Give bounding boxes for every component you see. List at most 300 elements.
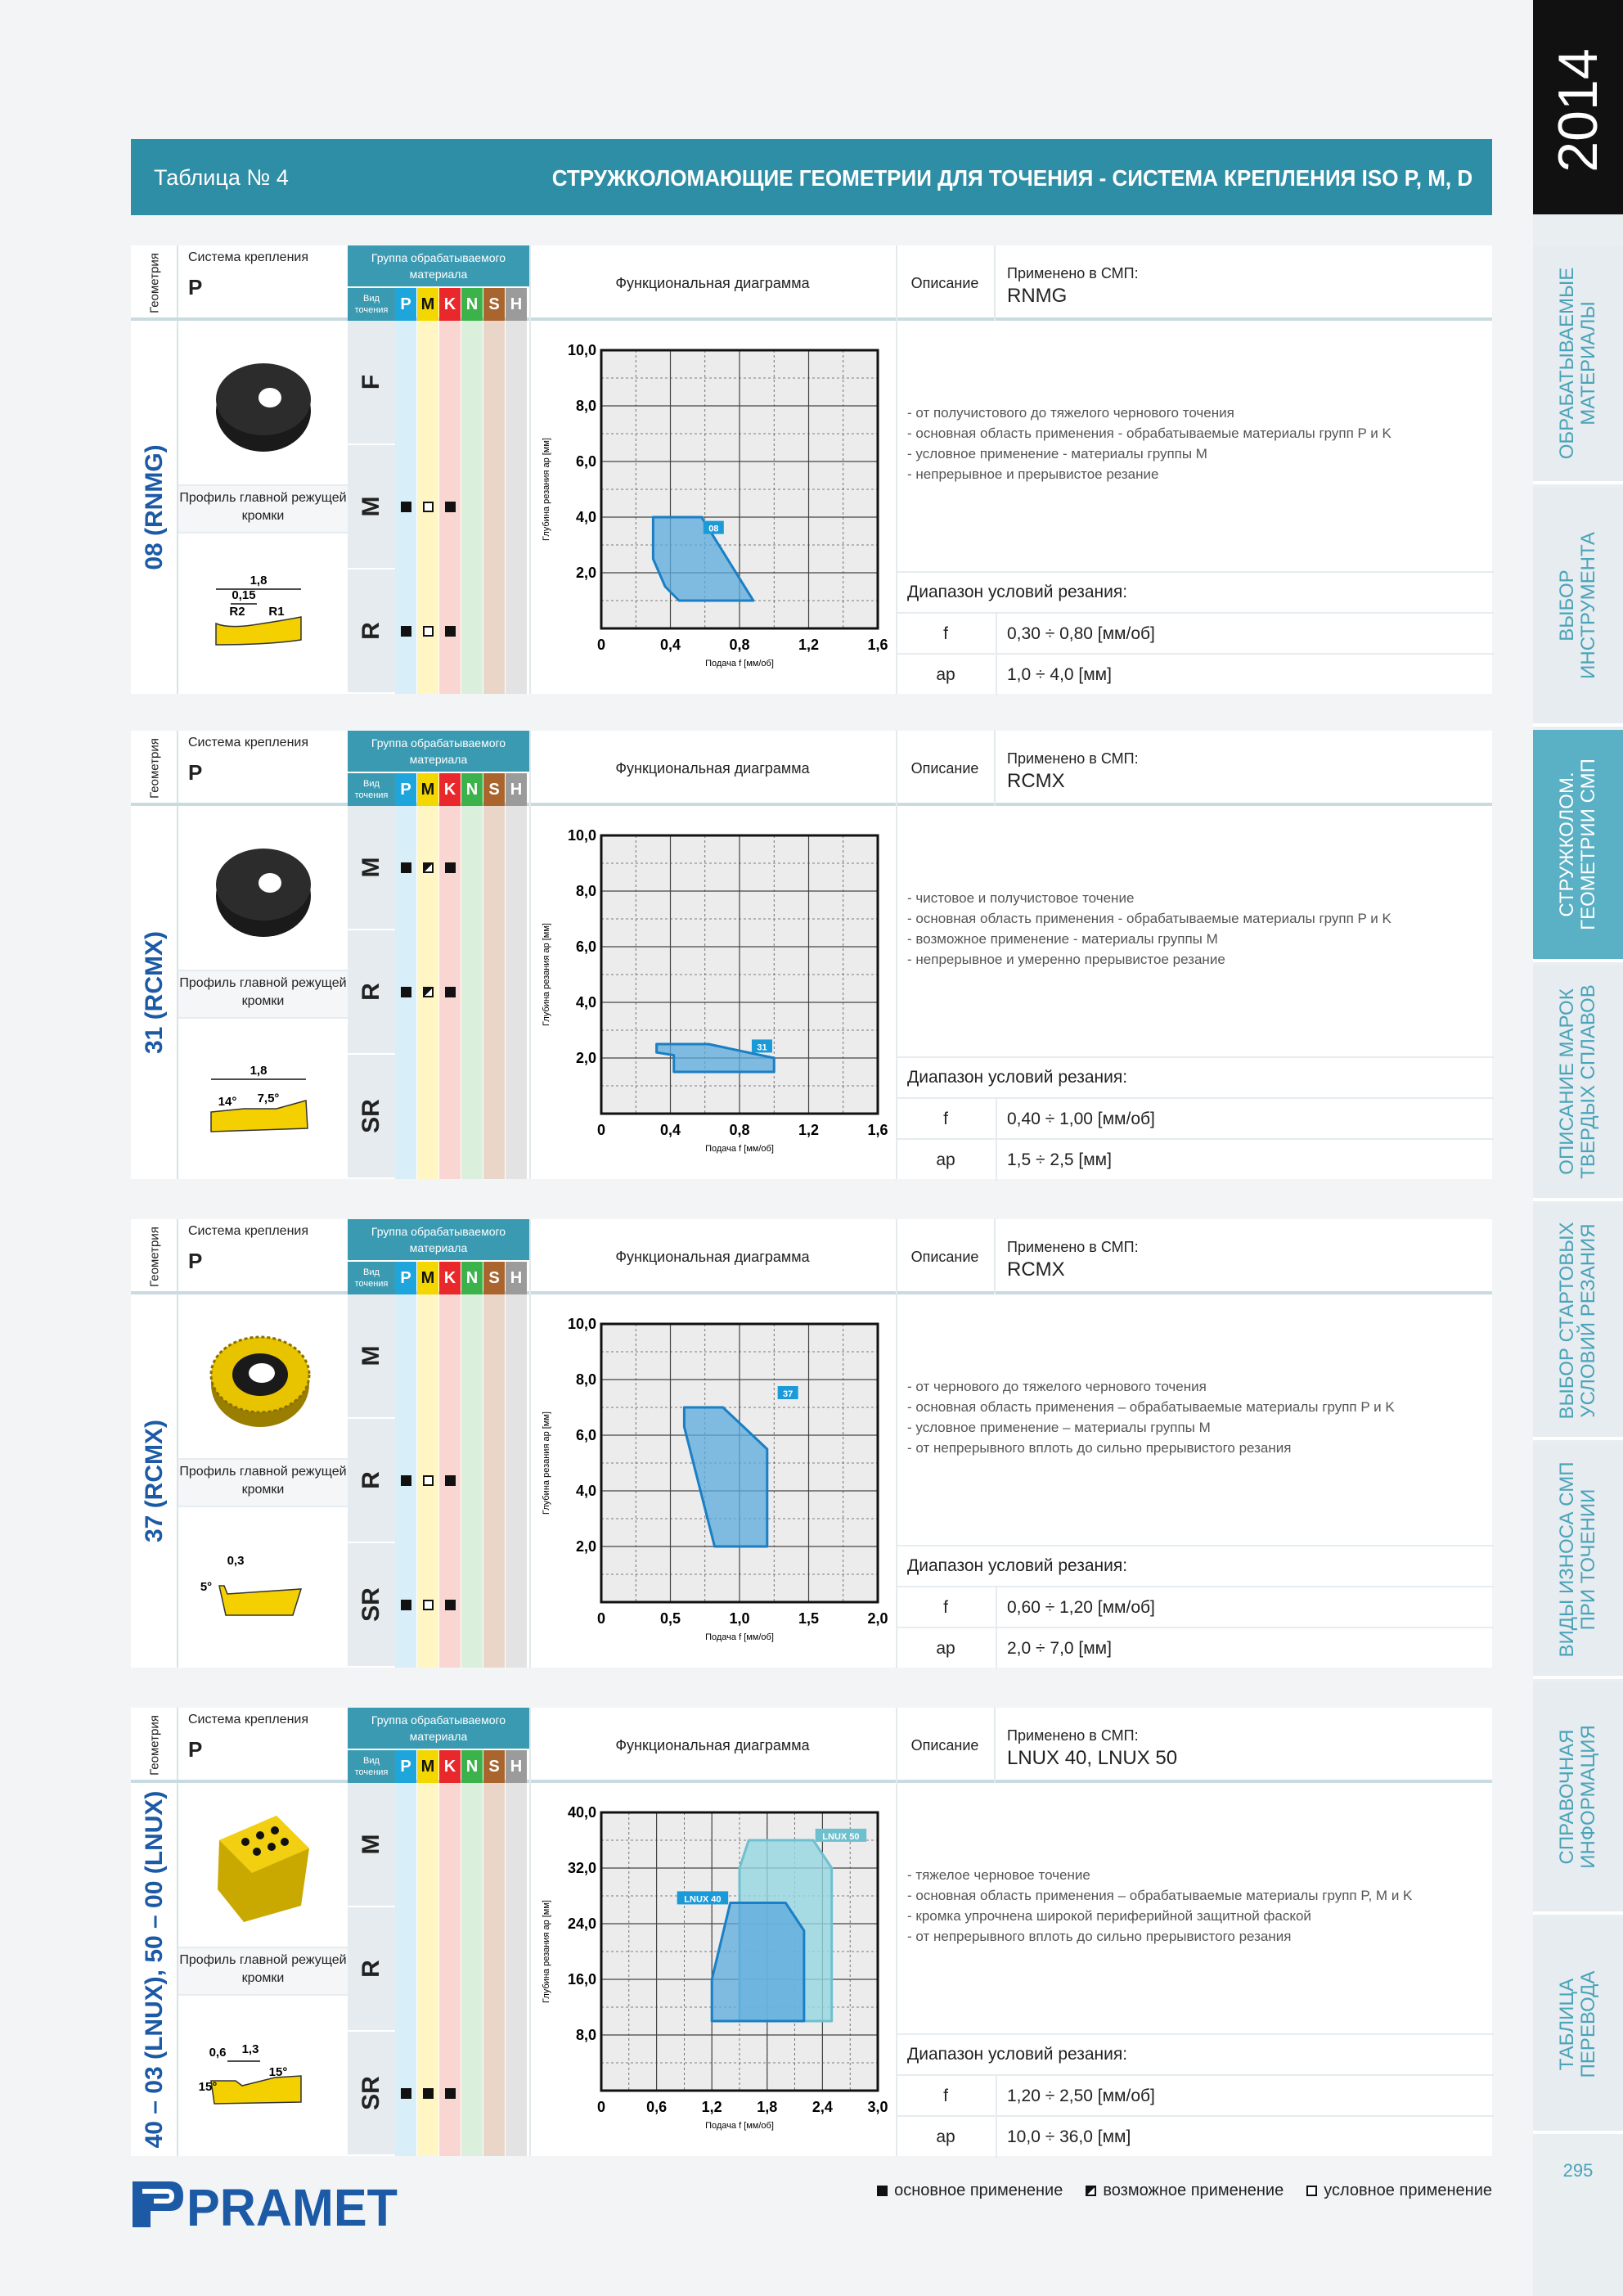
section-header (131, 731, 1492, 806)
turning-type-label: SR (357, 1587, 384, 1622)
description-cell (896, 1783, 1492, 2156)
range-row-ap (897, 1627, 1494, 1668)
y-tick-label: 2,0 (575, 1050, 596, 1066)
turning-type-cell (348, 445, 395, 569)
functional-diagram (531, 1783, 896, 2156)
geometry-name: 31 (RCMX) (141, 930, 168, 1055)
range-key: ap (936, 1639, 955, 1658)
range-row-f (897, 1097, 1494, 1138)
material-p: P (395, 1750, 416, 1783)
material-stripe (506, 806, 527, 1179)
range-value: 1,20 ÷ 2,50 [мм/об] (996, 2076, 1494, 2117)
system-value: P (188, 760, 203, 785)
functional-diagram-header: Функциональная диаграмма (529, 731, 894, 806)
y-tick-label: 4,0 (575, 994, 596, 1011)
applied-value: RCMX (1007, 770, 1065, 792)
range-row-f (897, 612, 1494, 653)
application-mark-full (445, 2088, 456, 2099)
material-n: N (461, 288, 483, 321)
range-row-ap (897, 1138, 1494, 1179)
profile-dimension: 14° (218, 1095, 237, 1109)
description-header: Описание (896, 245, 992, 321)
insert-image (178, 321, 348, 484)
material-stripe (483, 1294, 505, 1668)
description-item: - основная область применения – обрабатываемые материалы групп P, M и K (907, 1885, 1412, 1906)
applied-inserts (994, 1219, 1492, 1294)
section-body (131, 321, 1492, 694)
series-label: 31 (757, 1042, 767, 1053)
x-axis-label: Подача f [мм/об] (705, 1632, 774, 1642)
series-label: LNUX 40 (684, 1894, 722, 1905)
range-value: 0,30 ÷ 0,80 [мм/об] (996, 614, 1494, 655)
geometry-name: 37 (RCMX) (141, 1419, 168, 1543)
system-value: P (188, 1249, 203, 1273)
section-body (131, 806, 1492, 1179)
image-column (178, 1294, 348, 1668)
x-tick-label: 1,6 (867, 1122, 888, 1138)
range-title: Диапазон условий резания: (907, 583, 1128, 601)
turning-type-cell (348, 1783, 395, 1907)
description-item: - от чернового до тяжелого чернового точения (907, 1376, 1395, 1397)
geometry-section (131, 245, 1492, 694)
application-mark-full (401, 862, 411, 873)
insert-image (178, 806, 348, 970)
y-tick-label: 8,0 (575, 1371, 596, 1388)
description-header: Описание (896, 1219, 992, 1294)
material-stripe (461, 321, 483, 694)
turning-type-header: Вид точения (348, 288, 395, 321)
application-mark-empty (423, 1600, 434, 1610)
turning-type-label: M (357, 1345, 384, 1366)
sidebar-item-label: ОПИСАНИЕ МАРОК ТВЕРДЫХ СПЛАВОВ (1556, 984, 1599, 1179)
range-header (897, 1056, 1494, 1097)
y-tick-label: 10,0 (567, 1316, 596, 1332)
turning-type-label: M (357, 857, 384, 878)
profile-dimension: 1,8 (250, 1064, 268, 1078)
material-group-header: Группа обрабатываемого материала (348, 245, 529, 286)
x-tick-label: 0,8 (729, 1122, 750, 1138)
functional-diagram (531, 1294, 896, 1668)
profile-dimension: 5° (200, 1580, 213, 1594)
turning-types (348, 1783, 395, 2156)
profile-dimension: R2 (229, 605, 245, 619)
description-item: - чистовое и получистовое точение (907, 888, 1391, 908)
material-n: N (461, 1262, 483, 1294)
applied-label: Применено в СМП: (1007, 1239, 1139, 1255)
insert-image (178, 1783, 348, 1947)
x-axis-label: Подача f [мм/об] (705, 1144, 774, 1154)
application-mark-full (445, 1600, 456, 1610)
application-mark-empty (423, 626, 434, 637)
material-stripe (483, 321, 505, 694)
y-tick-label: 32,0 (567, 1860, 596, 1876)
profile-label: Профиль главной режущей кромки (178, 1947, 348, 1996)
turning-type-label: M (357, 1834, 384, 1855)
description-cell (896, 321, 1492, 694)
system-value: P (188, 275, 203, 299)
application-mark-full (445, 862, 456, 873)
sidebar-item-grades[interactable] (1533, 966, 1623, 1201)
range-key: f (943, 1598, 948, 1617)
material-k: K (439, 288, 461, 321)
description-list (907, 888, 1391, 970)
material-h: H (506, 1750, 527, 1783)
turning-type-cell (348, 1055, 395, 1179)
y-tick-label: 8,0 (575, 883, 596, 899)
material-stripe (506, 321, 527, 694)
material-stripe (417, 1783, 438, 2156)
turning-type-cell (348, 2032, 395, 2156)
turning-types (348, 1294, 395, 1668)
application-area (712, 1903, 804, 2022)
material-stripe (461, 1783, 483, 2156)
range-value: 1,0 ÷ 4,0 [мм] (996, 655, 1494, 696)
turning-types (348, 321, 395, 694)
material-n: N (461, 1750, 483, 1783)
range-title: Диапазон условий резания: (907, 1068, 1128, 1087)
application-mark-full (445, 502, 456, 512)
range-title: Диапазон условий резания: (907, 1556, 1128, 1575)
application-mark-half (423, 987, 434, 997)
description-item: - от непрерывного вплоть до сильно прерывистого резания (907, 1438, 1395, 1458)
description-item: - от непрерывного вплоть до сильно прерывистого резания (907, 1926, 1412, 1947)
series-label: 08 (708, 524, 719, 534)
turning-type-header: Вид точения (348, 1750, 395, 1783)
applied-value: RNMG (1007, 285, 1068, 307)
application-mark-full (401, 1475, 411, 1486)
sidebar-item-materials[interactable] (1533, 245, 1623, 484)
description-header: Описание (896, 731, 992, 806)
description-item: - кромка упрочнена широкой периферийной защитной фаской (907, 1906, 1412, 1926)
profile-dimension: 7,5° (257, 1092, 280, 1105)
x-tick-label: 0 (596, 2099, 606, 2115)
turning-type-label: M (357, 496, 384, 517)
applied-label: Применено в СМП: (1007, 750, 1139, 767)
applied-label: Применено в СМП: (1007, 1727, 1139, 1744)
range-value: 2,0 ÷ 7,0 [мм] (996, 1628, 1494, 1669)
turning-type-label: SR (357, 1099, 384, 1133)
x-tick-label: 1,6 (867, 637, 888, 653)
description-item: - условное применение - материалы группы M (907, 443, 1391, 464)
y-tick-label: 4,0 (575, 509, 596, 525)
applied-value: RCMX (1007, 1258, 1065, 1281)
material-k: K (439, 1750, 461, 1783)
range-key: ap (936, 2127, 955, 2146)
legend-label: условное применение (1324, 2181, 1492, 2199)
functional-diagram-header: Функциональная диаграмма (529, 1219, 894, 1294)
turning-type-label: F (357, 374, 384, 390)
system-label: Система крепления (188, 250, 309, 264)
material-stripe (483, 806, 505, 1179)
profile-drawing (178, 1051, 348, 1150)
y-tick-label: 2,0 (575, 565, 596, 581)
material-stripe (506, 1294, 527, 1668)
material-stripe (506, 1783, 527, 2156)
system-label: Система крепления (188, 1224, 309, 1238)
application-mark-empty (423, 502, 434, 512)
y-tick-label: 8,0 (575, 398, 596, 414)
range-row-ap (897, 2115, 1494, 2156)
section-body (131, 1294, 1492, 1668)
sidebar-item-label: СТРУЖКОЛОМ. ГЕОМЕТРИИ СМП (1556, 759, 1599, 930)
sidebar-item-conversion[interactable] (1533, 1918, 1623, 2134)
range-row-ap (897, 653, 1494, 694)
profile-dimension: 1,3 (241, 2042, 259, 2056)
y-axis-label: Глубина резания ap [мм] (542, 1900, 551, 2003)
legend-mark-full (877, 2186, 888, 2196)
sidebar-item-reference[interactable] (1533, 1682, 1623, 1915)
functional-diagram-header: Функциональная диаграмма (529, 245, 894, 321)
year-box (1533, 0, 1623, 214)
turning-type-cell (348, 1543, 395, 1668)
material-s: S (483, 1750, 505, 1783)
x-tick-label: 0 (596, 637, 606, 653)
profile-dimension: 0,15 (232, 588, 256, 602)
description-list (907, 1865, 1412, 1947)
diagram-cell (529, 806, 894, 1179)
functional-diagram-header: Функциональная диаграмма (529, 1708, 894, 1783)
turning-types (348, 806, 395, 1179)
profile-dimension: 15° (268, 2065, 288, 2079)
x-tick-label: 0,4 (659, 1122, 681, 1138)
x-tick-label: 1,5 (798, 1610, 820, 1627)
material-stripe (461, 806, 483, 1179)
material-m: M (417, 1262, 438, 1294)
geometry-header: Геометрия (147, 1227, 162, 1287)
turning-type-header: Вид точения (348, 773, 395, 806)
y-tick-label: 8,0 (575, 2027, 596, 2043)
description-item: - от получистового до тяжелого чернового точения (907, 403, 1391, 423)
y-axis-label: Глубина резания ap [мм] (542, 438, 551, 541)
y-tick-label: 2,0 (575, 1538, 596, 1555)
profile-dimension: R1 (268, 605, 285, 619)
system-label: Система крепления (188, 736, 309, 750)
turning-type-label: R (357, 983, 384, 1001)
y-tick-label: 6,0 (575, 453, 596, 470)
material-stripe (483, 1783, 505, 2156)
material-stripe (395, 1783, 416, 2156)
description-list (907, 1376, 1395, 1458)
application-mark-full (445, 1475, 456, 1486)
section-body (131, 1783, 1492, 2156)
x-tick-label: 1,2 (798, 1122, 820, 1138)
description-header: Описание (896, 1708, 992, 1783)
applied-inserts (994, 245, 1492, 321)
material-stripe (461, 1294, 483, 1668)
x-tick-label: 2,4 (812, 2099, 833, 2115)
material-k: K (439, 1262, 461, 1294)
sidebar-item-tool-selection[interactable] (1533, 488, 1623, 727)
turning-type-label: SR (357, 2076, 384, 2110)
application-mark-full (401, 2088, 411, 2099)
sidebar-item-start-conditions[interactable] (1533, 1204, 1623, 1440)
profile-dimension: 1,8 (250, 574, 268, 588)
range-key: f (943, 2087, 948, 2105)
series-label: LNUX 50 (822, 1831, 860, 1842)
x-tick-label: 1,0 (729, 1610, 750, 1627)
geometry-header: Геометрия (147, 253, 162, 313)
description-item: - тяжелое черновое точение (907, 1865, 1412, 1885)
turning-type-cell (348, 806, 395, 930)
sidebar-item-label: ОБРАБАТЫВАЕМЫЕ МАТЕРИАЛЫ (1556, 267, 1599, 460)
description-item: - основная область применения – обрабатываемые материалы групп P и K (907, 1397, 1395, 1417)
section-header (131, 245, 1492, 321)
y-axis-label: Глубина резания ap [мм] (542, 1411, 551, 1515)
profile-label: Профиль главной режущей кромки (178, 1458, 348, 1507)
material-p: P (395, 773, 416, 806)
description-item: - основная область применения - обрабатываемые материалы групп P и K (907, 423, 1391, 443)
legend-label: основное применение (894, 2181, 1063, 2199)
series-label: 37 (783, 1389, 794, 1399)
profile-dimension: 15° (198, 2080, 218, 2094)
turning-type-cell (348, 1907, 395, 2032)
geometry-name: 08 (RNMG) (141, 444, 168, 570)
turning-type-label: R (357, 622, 384, 640)
insert-image (178, 1294, 348, 1458)
geometry-section (131, 1708, 1492, 2156)
range-header (897, 571, 1494, 612)
y-tick-label: 10,0 (567, 342, 596, 358)
sidebar-item-label: ТАБЛИЦА ПЕРЕВОДА (1556, 1970, 1599, 2078)
applied-inserts (994, 1708, 1492, 1783)
application-mark-empty (423, 1475, 434, 1486)
description-list (907, 403, 1391, 484)
turning-type-label: R (357, 1960, 384, 1978)
range-value: 1,5 ÷ 2,5 [мм] (996, 1140, 1494, 1181)
legend (877, 2181, 1492, 2200)
sidebar-item-wear[interactable] (1533, 1443, 1623, 1679)
x-tick-label: 2,0 (867, 1610, 888, 1627)
range-title: Диапазон условий резания: (907, 2045, 1128, 2064)
image-column (178, 806, 348, 1179)
y-axis-label: Глубина резания ap [мм] (542, 923, 551, 1026)
application-mark-full (401, 1600, 411, 1610)
applied-inserts (994, 731, 1492, 806)
description-cell (896, 1294, 1492, 1668)
description-item: - непрерывное и умеренно прерывистое резание (907, 949, 1391, 970)
profile-drawing (178, 1540, 348, 1638)
geometry-section (131, 1219, 1492, 1668)
x-tick-label: 1,2 (701, 2099, 722, 2115)
profile-drawing (178, 566, 348, 664)
y-tick-label: 4,0 (575, 1483, 596, 1499)
sidebar-item-label: ВИДЫ ИЗНОСА СМП ПРИ ТОЧЕНИИ (1556, 1461, 1599, 1658)
x-tick-label: 0 (596, 1122, 606, 1138)
material-m: M (417, 1750, 438, 1783)
x-tick-label: 0,5 (659, 1610, 681, 1627)
description-item: - условное применение – материалы группы M (907, 1417, 1395, 1438)
legend-item (877, 2181, 1063, 2200)
pramet-logo (131, 2177, 401, 2235)
legend-mark-empty (1306, 2186, 1317, 2196)
range-header (897, 1545, 1494, 1586)
range-value: 10,0 ÷ 36,0 [мм] (996, 2117, 1494, 2158)
x-tick-label: 1,8 (757, 2099, 778, 2115)
range-row-f (897, 2074, 1494, 2115)
range-value: 0,60 ÷ 1,20 [мм/об] (996, 1587, 1494, 1628)
range-key: f (943, 624, 948, 643)
image-column (178, 321, 348, 694)
system-label: Система крепления (188, 1713, 309, 1727)
material-p: P (395, 1262, 416, 1294)
legend-label: возможное применение (1103, 2181, 1284, 2199)
material-h: H (506, 288, 527, 321)
y-tick-label: 16,0 (567, 1971, 596, 1988)
material-group-header: Группа обрабатываемого материала (348, 731, 529, 772)
profile-dimension: 0,6 (209, 2046, 227, 2060)
profile-label: Профиль главной режущей кромки (178, 484, 348, 533)
description-item: - основная область применения - обрабатываемые материалы групп P и K (907, 908, 1391, 929)
material-m: M (417, 288, 438, 321)
turning-type-cell (348, 930, 395, 1055)
x-tick-label: 3,0 (867, 2099, 888, 2115)
profile-drawing (178, 2028, 348, 2127)
section-header (131, 1708, 1492, 1783)
range-value: 0,40 ÷ 1,00 [мм/об] (996, 1099, 1494, 1140)
description-item: - непрерывное и прерывистое резание (907, 464, 1391, 484)
y-tick-label: 6,0 (575, 1427, 596, 1443)
turning-type-label: R (357, 1471, 384, 1489)
material-h: H (506, 773, 527, 806)
turning-type-cell (348, 1419, 395, 1543)
system-value: P (188, 1737, 203, 1762)
applied-label: Применено в СМП: (1007, 265, 1139, 281)
range-key: f (943, 1110, 948, 1128)
diagram-cell (529, 1783, 894, 2156)
material-h: H (506, 1262, 527, 1294)
profile-dimension: 0,3 (227, 1554, 245, 1568)
sidebar-item-label: СПРАВОЧНАЯ ИНФОРМАЦИЯ (1556, 1725, 1599, 1869)
range-header (897, 2033, 1494, 2074)
x-axis-label: Подача f [мм/об] (705, 2121, 774, 2131)
brand-name: PRAMET (187, 2178, 398, 2235)
diagram-cell (529, 321, 894, 694)
material-s: S (483, 773, 505, 806)
application-mark-half (423, 862, 434, 873)
material-stripe (439, 1783, 461, 2156)
table-header-bar (131, 139, 1492, 215)
x-axis-label: Подача f [мм/об] (705, 659, 774, 669)
application-mark-full (401, 987, 411, 997)
image-column (178, 1783, 348, 2156)
applied-value: LNUX 40, LNUX 50 (1007, 1747, 1178, 1769)
legend-mark-half (1086, 2186, 1096, 2196)
application-mark-full (401, 502, 411, 512)
description-item: - возможное применение - материалы группы M (907, 929, 1391, 949)
application-mark-full (423, 2088, 434, 2099)
section-header (131, 1219, 1492, 1294)
application-mark-full (445, 626, 456, 637)
material-group-header: Группа обрабатываемого материала (348, 1708, 529, 1749)
range-key: ap (936, 1150, 955, 1169)
material-k: K (439, 773, 461, 806)
legend-item (1306, 2181, 1492, 2200)
geometry-name: 40 – 03 (LNUX), 50 – 00 (LNUX) (141, 1790, 168, 2149)
geometry-section (131, 731, 1492, 1179)
diagram-cell (529, 1294, 894, 1668)
profile-label: Профиль главной режущей кромки (178, 970, 348, 1019)
material-group-header: Группа обрабатываемого материала (348, 1219, 529, 1260)
y-tick-label: 40,0 (567, 1804, 596, 1821)
x-tick-label: 1,2 (798, 637, 820, 653)
sidebar-item-chipbreakers[interactable] (1533, 730, 1623, 962)
material-p: P (395, 288, 416, 321)
geometry-header: Геометрия (147, 1715, 162, 1776)
sidebar (1533, 0, 1623, 2296)
page-number: 295 (1562, 2160, 1594, 2181)
x-tick-label: 0,8 (729, 637, 750, 653)
geometry-header: Геометрия (147, 738, 162, 799)
